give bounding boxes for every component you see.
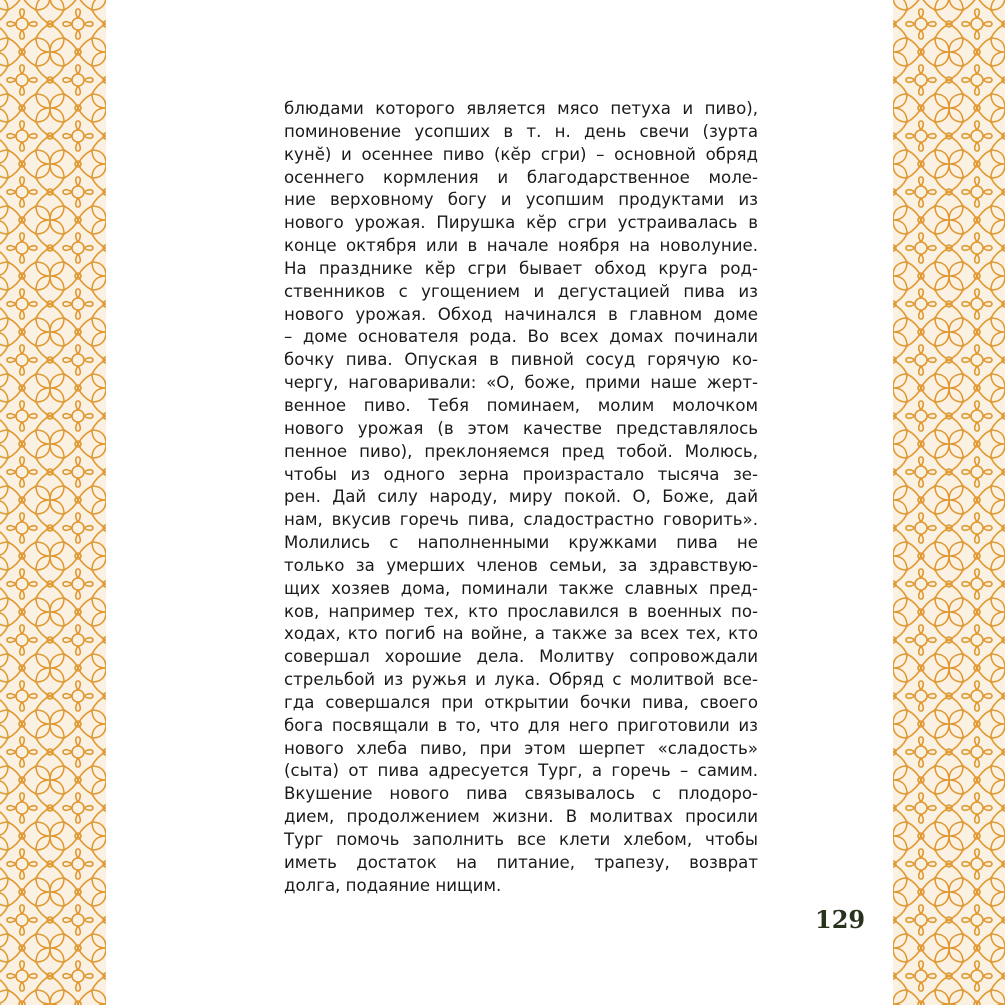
page-number: 129 (815, 905, 866, 934)
text-line: поминовение усопших в т. н. день свечи (зурта (284, 121, 758, 141)
text-line: пенное пиво), преклоняемся пред тобой. Молюсь, (284, 441, 758, 461)
left-ornament-border (0, 0, 106, 1005)
text-line: кунӗ) и осеннее пиво (кӗр сгри) – основной обряд (284, 144, 758, 164)
text-line: гда совершался при открытии бочки пива, своего (284, 692, 758, 712)
body-text (284, 98, 758, 898)
text-line: рен. Дай силу народу, миру покой. О, Боже, дай (284, 487, 758, 507)
text-line: (сыта) от пива адресуется Тург, а горечь – самим. (284, 761, 758, 781)
text-line: стрельбой из ружья и лука. Обряд с молитвой все- (284, 670, 758, 690)
text-line: чтобы из одного зерна произрастало тысяча зе- (284, 464, 758, 484)
text-line: блюдами которого является мясо петуха и пиво), (284, 99, 758, 118)
text-line: осеннего кормления и благодарственное моле- (284, 167, 758, 187)
text-line: Тург помочь заполнить все клети хлебом, чтобы (284, 830, 758, 849)
text-line: бога посвящали в то, что для него приготовили из (284, 715, 758, 735)
text-line: нам, вкусив горечь пива, сладострастно говорить». (284, 510, 758, 530)
floral-lattice-ornament-left (0, 0, 106, 1005)
text-line: нового хлеба пиво, при этом шерпет «сладость» (284, 738, 758, 758)
text-line: нового урожая. Обход начинался в главном доме (284, 304, 758, 324)
right-ornament-border (893, 0, 1005, 1005)
text-line: ходах, кто погиб на войне, а также за всех тех, кто (284, 624, 758, 644)
text-line: долга, подаяние нищим. (284, 875, 502, 895)
text-line: венное пиво. Тебя поминаем, молим молочком (284, 395, 758, 415)
text-line: На празднике кӗр сгри бывает обход круга род- (284, 258, 758, 278)
text-line: щих хозяев дома, поминали также славных пред- (284, 578, 758, 598)
text-line: – доме основателя рода. Во всех домах починали (284, 327, 758, 347)
text-line: чергу, наговаривали: «О, боже, прими наше жерт- (284, 373, 758, 393)
text-line: конце октября или в начале ноября на новолуние. (284, 236, 758, 256)
text-line: бочку пива. Опуская в пивной сосуд горячую ко- (284, 350, 758, 370)
text-line: только за умерших членов семьи, за здравствую- (284, 555, 758, 575)
text-line: дием, продолжением жизни. В молитвах просили (284, 807, 758, 827)
text-line: Вкушение нового пива связывалось с плодоро- (284, 784, 758, 804)
text-line: ственников с угощением и дегустацией пива из (284, 281, 758, 301)
text-line: нового урожая (в этом качестве представлялось (284, 418, 758, 438)
text-line: Молились с наполненными кружками пива не (284, 533, 758, 553)
text-line: ние верховному богу и усопшим продуктами из (284, 190, 758, 210)
text-line: иметь достаток на питание, трапезу, возврат (284, 852, 758, 872)
floral-lattice-ornament-right (893, 0, 1005, 1005)
text-line: ков, например тех, кто прославился в военных по- (284, 601, 758, 621)
text-line: нового урожая. Пирушка кӗр сгри устраивалась в (284, 213, 758, 233)
text-line: совершал хорошие дела. Молитву сопровождали (284, 647, 758, 667)
